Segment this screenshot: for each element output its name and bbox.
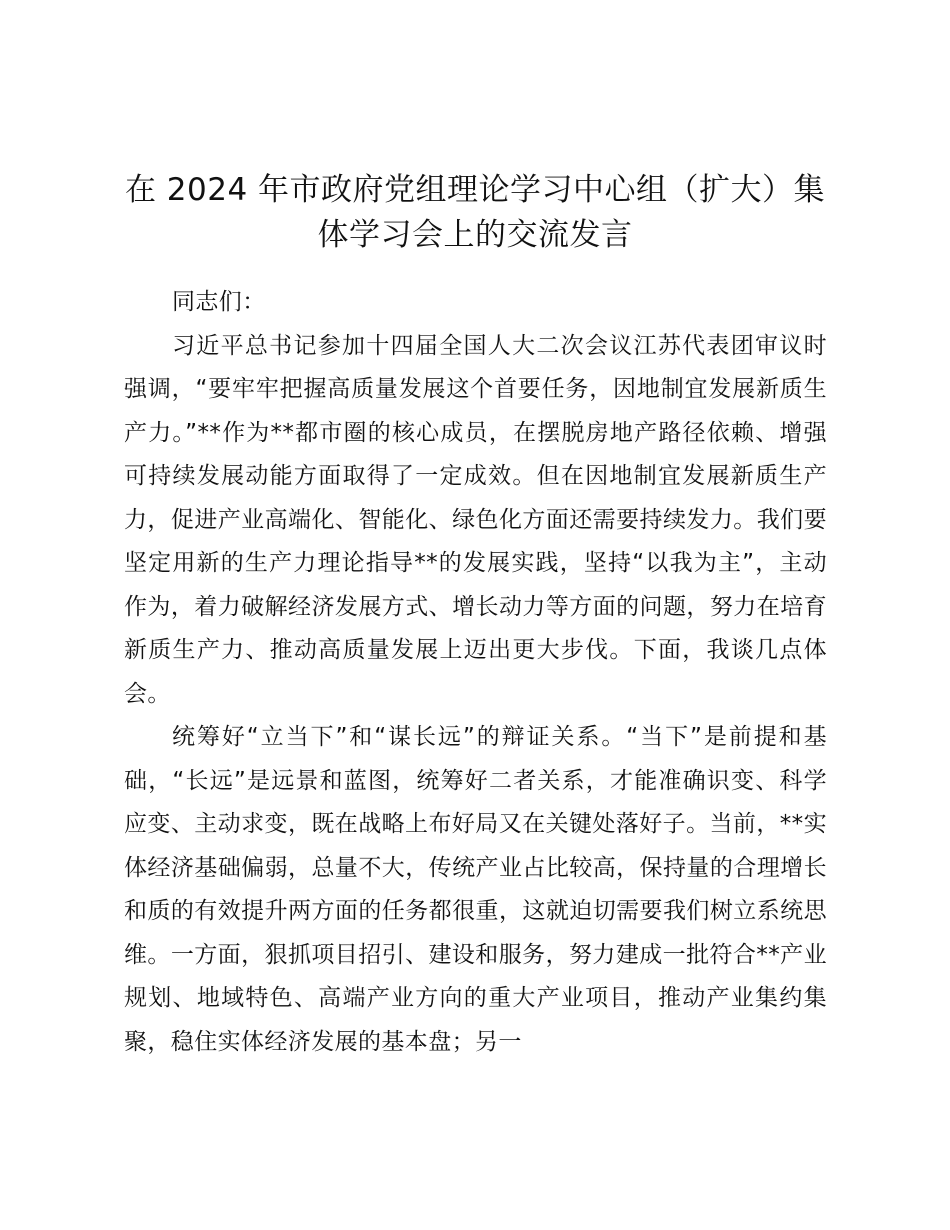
- salutation: 同志们：: [172, 289, 266, 315]
- document-body: [124, 281, 827, 1064]
- paragraph-1: 习近平总书记参加十四届全国人大二次会议江苏代表团审议时强调，“要牢牢把握高质量发展这个首要任务，因地制宜发展新质生产力。”**作为**都市圈的核心成员，在摆脱房地产路径依赖、增强可持续发展动能方面取得了一定成效。但在因地制宜发展新质生产力，促进产业高端化、智能化、绿色化方面还需要持续发力。我们要坚定用新的生产力理论指导**的发展实践，坚持“以我为主”，主动作为，着力破解经济发展方式、增长动力等方面的问题，努力在培育新质生产力、推动高质量发展上迈出更大步伐。下面，我谈几点体会。: [124, 332, 827, 707]
- document-title: 在 2024 年市政府党组理论学习中心组（扩大）集体学习会上的交流发言: [124, 172, 826, 253]
- paragraph-2: 统筹好“立当下”和“谋长远”的辩证关系。“当下”是前提和基础，“长远”是远景和蓝图，统筹好二者关系，才能准确识变、科学应变、主动求变，既在战略上布好局又在关键处落好子。当前，**实体经济基础偏弱，总量不大，传统产业占比较高，保持量的合理增长和质的有效提升两方面的任务都很重，这就迫切需要我们树立系统思维。一方面，狠抓项目招引、建设和服务，努力建成一批符合**产业规划、地域特色、高端产业方向的重大产业项目，推动产业集约集聚，稳住实体经济发展的基本盘；另一: [124, 724, 827, 1055]
